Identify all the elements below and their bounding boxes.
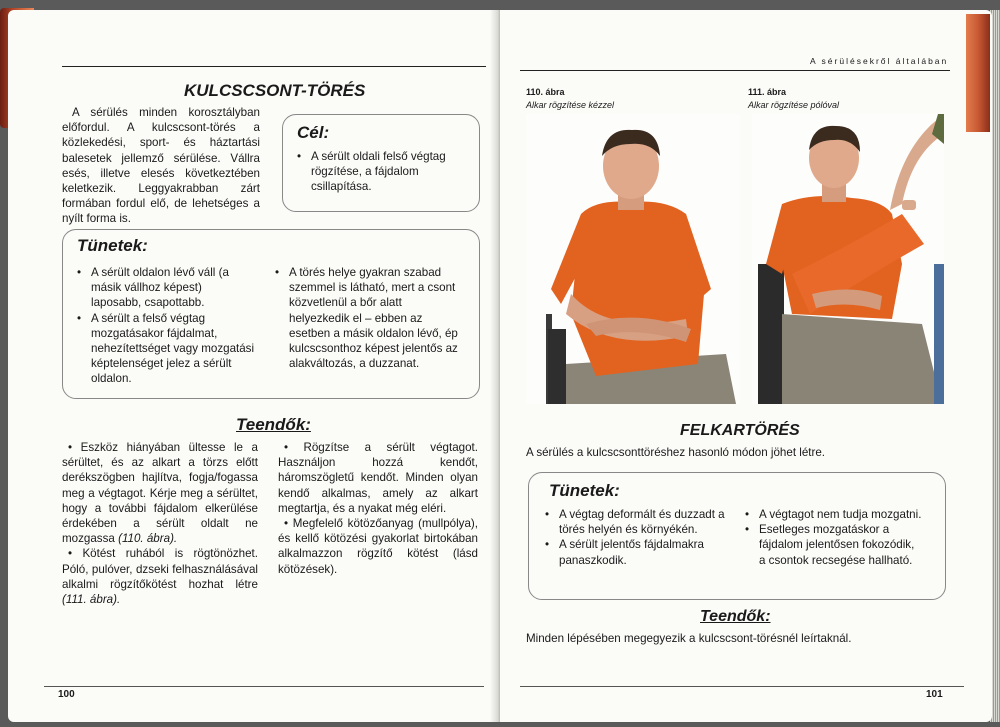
list-item: • A végtagot nem tudja mozgatni. [743, 507, 923, 522]
page-number: 100 [58, 689, 75, 700]
photo-110-illustration [526, 114, 740, 404]
todo-text-2: Minden lépésében megegyezik a kulcscsont-törésnél leírtaknál. [526, 632, 852, 645]
todo-paragraph: • Kötést ruhából is rögtönözhet. Póló, pulóver, dzseki felhasználásával alkalmi rögzítőkötést hozhat létre (111. ábra). [62, 547, 258, 607]
page-number: 101 [926, 689, 943, 700]
top-rule [520, 70, 950, 71]
figure-110-caption: Alkar rögzítése kézzel [526, 100, 615, 110]
symptoms-col2 [743, 507, 923, 568]
list-item: • A törés helye gyakran szabad szemmel is látható, mert a csont közvetlenül a bőr alatt helyezkedik el – ebben az esetben a másik oldalon lévő, ép kulcscsonthoz képest jelentős az alakváltozás, a duzzanat. [273, 265, 459, 371]
todo-paragraph: • Megfelelő kötözőanyag (mullpólya), és kellő kötözési gyakorlat birtokában alkalmazzon rögzítő kötést (lásd kötözések). [278, 517, 478, 576]
section-title-2: FELKARTÖRÉS [680, 422, 800, 439]
todo-col2 [278, 440, 478, 577]
photo-110 [526, 114, 740, 404]
list-item: • A végtag deformált és duzzadt a törés helyén és környékén. [543, 507, 733, 537]
goal-box [282, 114, 480, 212]
symptoms-box [62, 229, 480, 399]
right-page [500, 10, 992, 722]
todo-title: Teendők: [236, 415, 311, 434]
running-head: A sérülésekről általában [810, 56, 949, 66]
list-item: • A sérült a felső végtag mozgatásakor fájdalmat, nehezítettséget vagy mozgatási képtelenséget jelez a sérült oldalon. [75, 311, 255, 387]
todo-col1 [62, 440, 258, 607]
figure-111-caption: Alkar rögzítése pólóval [748, 100, 840, 110]
list-item: • A sérült oldalon lévő váll (a másik vállhoz képest) laposabb, csapottabb. [75, 265, 255, 311]
symptoms-col1 [543, 507, 733, 568]
symptoms-box-2 [528, 472, 946, 600]
left-page [8, 10, 496, 722]
list-item: • Esetleges mozgatáskor a fájdalom jelentősen fokozódik, a csontok recsegése hallható. [743, 522, 923, 568]
todo-title-2: Teendők: [700, 608, 771, 625]
goal-list [295, 149, 467, 195]
top-rule [62, 66, 486, 67]
intro-paragraph: A sérülés minden korosztályban előfordul. A kulcscsont-törés a közlekedési, sport- és háztartási balesetek jellemző sérülése. Vállra esés, illetve elesés következtében keletkezik. Leggyakrabban zárt formában fordul elő, de lehetséges a nyílt forma is. [62, 106, 260, 226]
symptoms-box-title: Tünetek: [549, 481, 620, 500]
bottom-rule [44, 686, 484, 687]
figure-111-number: 111. ábra [748, 87, 787, 97]
list-item: • A sérült oldali felső végtag rögzítése, a fájdalom csillapítása. [295, 149, 467, 195]
right-page-edge-tab [966, 14, 990, 132]
todo-paragraph: • Rögzítse a sérült végtagot. Használjon hozzá kendőt, háromszögletű kendőt. Minden olyan kendő alkalmas, amely az alkart megtartja, és a nyakat még eléri. [278, 441, 478, 515]
symptoms-box-title: Tünetek: [77, 236, 148, 255]
photo-111 [752, 114, 944, 404]
section-title: KULCSCSONT-TÖRÉS [184, 81, 366, 100]
list-item: • A sérült jelentős fájdalmakra panaszkodik. [543, 537, 733, 567]
symptoms-col1 [75, 265, 255, 387]
symptoms-col2 [273, 265, 459, 371]
intro-paragraph-2: A sérülés a kulcscsonttöréshez hasonló módon jöhet létre. [526, 446, 826, 459]
figure-110-number: 110. ábra [526, 87, 565, 97]
goal-box-title: Cél: [297, 123, 330, 142]
photo-111-illustration [752, 114, 944, 404]
todo-paragraph: • Eszköz hiányában ültesse le a sérültet, és az alkart a törzs előtt derékszögben hajlítva, fogja/fogassa meg a végtagot. Kérje meg a sérültet, hogy a további fájdalom elkerülése érdekében a sérült oldalt ne mozgassa (110. ábra). [62, 441, 259, 546]
bottom-rule [520, 686, 964, 687]
